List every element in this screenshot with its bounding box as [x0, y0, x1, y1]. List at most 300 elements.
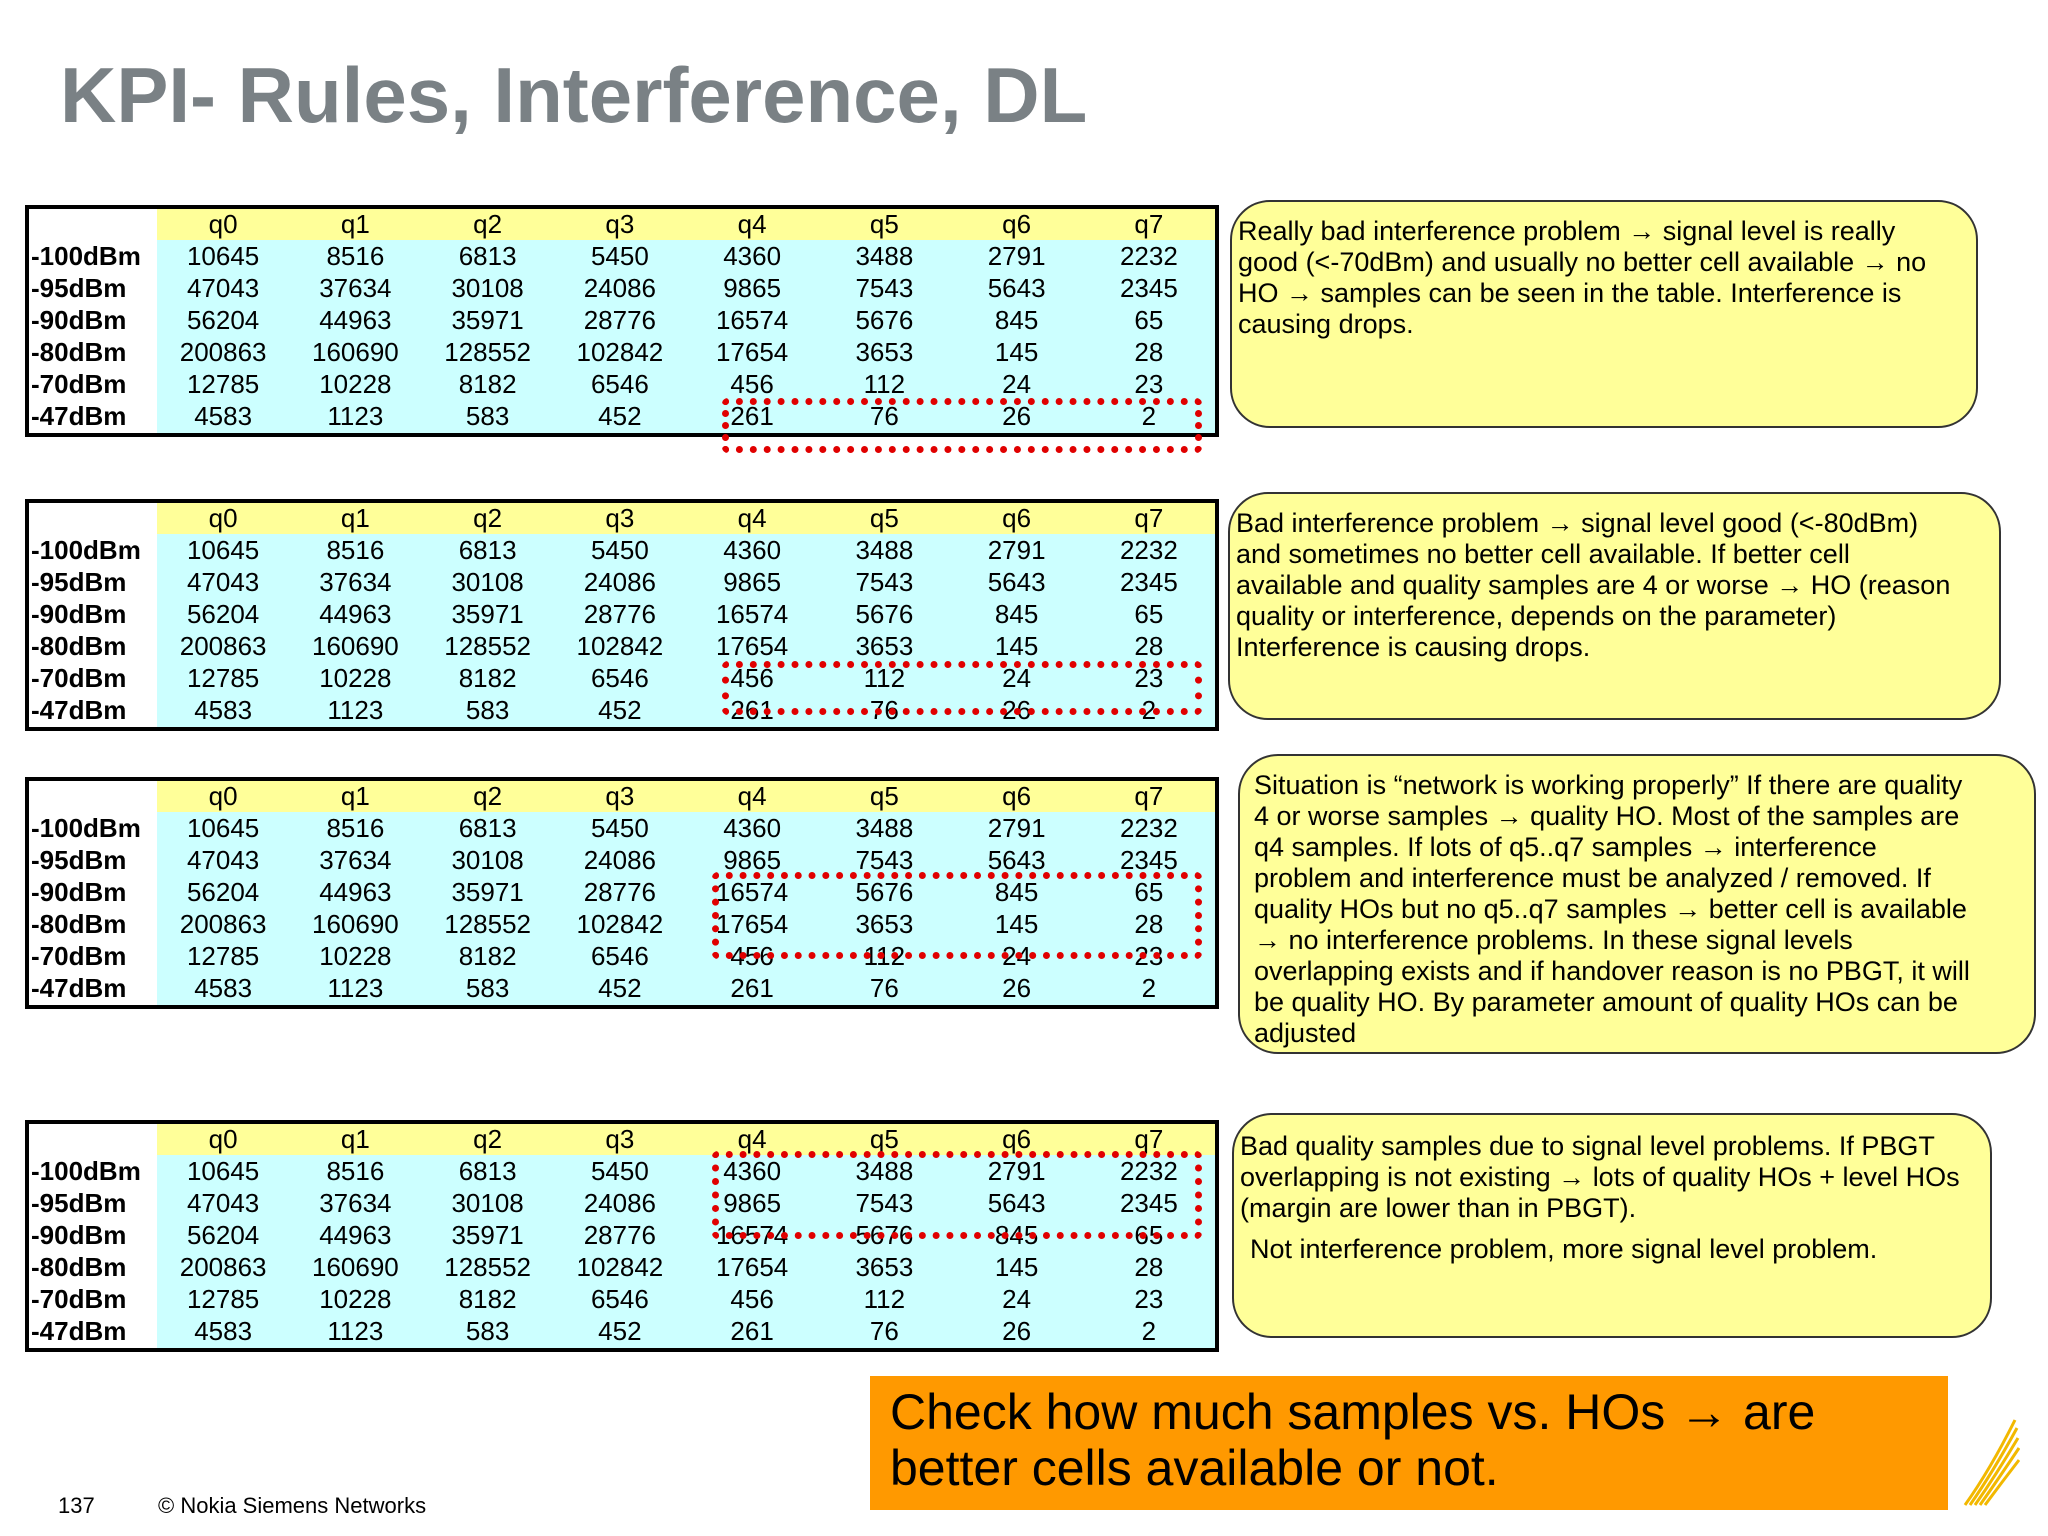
- table-cell: 128552: [422, 336, 554, 368]
- table-cell: 261: [686, 401, 818, 433]
- table-cell: 56204: [157, 1219, 289, 1251]
- summary-banner: [870, 1376, 1948, 1510]
- table-cell: 5450: [554, 1155, 686, 1187]
- callout-3-line: adjusted: [1254, 1018, 1357, 1048]
- table-cell: 8516: [289, 1155, 421, 1187]
- row-label: -95dBm: [29, 1187, 157, 1219]
- table-cell: 145: [951, 908, 1083, 940]
- table-row: [29, 630, 1215, 662]
- table-cell: 2: [1083, 401, 1215, 433]
- table-cell: 2345: [1083, 1187, 1215, 1219]
- table-cell: 17654: [686, 336, 818, 368]
- table-cell: 37634: [289, 272, 421, 304]
- table-cell: 583: [422, 1316, 554, 1348]
- table-cell: 2345: [1083, 566, 1215, 598]
- table-row: [29, 240, 1215, 272]
- table-cell: 24: [951, 1284, 1083, 1316]
- column-header: q6: [951, 503, 1083, 534]
- callout-4-extra: Not interference problem, more signal level problem.: [1250, 1234, 1878, 1264]
- table-cell: 65: [1083, 1219, 1215, 1251]
- table-cell: 28776: [554, 1219, 686, 1251]
- table-cell: 76: [818, 1316, 950, 1348]
- table-row: [29, 812, 1215, 844]
- table-cell: 200863: [157, 908, 289, 940]
- table-cell: 5676: [818, 598, 950, 630]
- table-cell: 65: [1083, 304, 1215, 336]
- table-cell: 56204: [157, 876, 289, 908]
- table-cell: 583: [422, 973, 554, 1005]
- table-cell: 10228: [289, 369, 421, 401]
- table-cell: 456: [686, 369, 818, 401]
- table-cell: 24086: [554, 1187, 686, 1219]
- table-cell: 28: [1083, 1251, 1215, 1283]
- table-cell: 16574: [686, 1219, 818, 1251]
- table-cell: 37634: [289, 566, 421, 598]
- highlight-box-1: [722, 398, 1202, 453]
- table-cell: 17654: [686, 1251, 818, 1283]
- corner-cell: [29, 503, 157, 534]
- column-header: q2: [422, 781, 554, 812]
- column-header: q3: [554, 209, 686, 240]
- table-cell: 261: [686, 695, 818, 727]
- table-cell: 10645: [157, 240, 289, 272]
- column-header: q7: [1083, 209, 1215, 240]
- table-cell: 456: [686, 1284, 818, 1316]
- table-cell: 128552: [422, 630, 554, 662]
- table-cell: 56204: [157, 304, 289, 336]
- table-row: [29, 1251, 1215, 1283]
- table-cell: 10645: [157, 534, 289, 566]
- table-row: [29, 598, 1215, 630]
- table-cell: 145: [951, 336, 1083, 368]
- callout-2-line: and sometimes no better cell available. If better cell: [1236, 539, 1850, 569]
- table-cell: 24086: [554, 272, 686, 304]
- table-cell: 261: [686, 1316, 818, 1348]
- callout-3-line: q4 samples. If lots of q5..q7 samples → interference: [1254, 832, 1877, 862]
- table-cell: 10228: [289, 1284, 421, 1316]
- row-label: -47dBm: [29, 401, 157, 433]
- callout-3-line: 4 or worse samples → quality HO. Most of the samples are: [1254, 801, 1960, 831]
- table-cell: 1123: [289, 973, 421, 1005]
- row-label: -70dBm: [29, 663, 157, 695]
- table-cell: 8516: [289, 534, 421, 566]
- table-cell: 12785: [157, 369, 289, 401]
- column-header: q5: [818, 209, 950, 240]
- table-cell: 30108: [422, 566, 554, 598]
- callout-1-line: good (<-70dBm) and usually no better cell available → no: [1238, 247, 1927, 277]
- table-cell: 2345: [1083, 272, 1215, 304]
- table-cell: 3488: [818, 812, 950, 844]
- table-cell: 24: [951, 941, 1083, 973]
- table-cell: 6813: [422, 534, 554, 566]
- column-header: q2: [422, 209, 554, 240]
- table-cell: 5450: [554, 812, 686, 844]
- table-cell: 5450: [554, 534, 686, 566]
- callout-3-line: quality HOs but no q5..q7 samples → better cell is available: [1254, 894, 1967, 924]
- table-cell: 145: [951, 1251, 1083, 1283]
- summary-line-1: Check how much samples vs. HOs → are: [890, 1384, 1816, 1440]
- table-cell: 2: [1083, 973, 1215, 1005]
- table-cell: 28776: [554, 876, 686, 908]
- swoosh-logo-graphic: [1960, 1410, 2020, 1510]
- highlight-box-3: [712, 872, 1202, 959]
- table-cell: 47043: [157, 272, 289, 304]
- table-cell: 17654: [686, 908, 818, 940]
- table-cell: 44963: [289, 304, 421, 336]
- callout-3: [1238, 754, 2036, 1054]
- table-cell: 28776: [554, 598, 686, 630]
- callout-3-line: be quality HO. By parameter amount of quality HOs can be: [1254, 987, 1958, 1017]
- row-label: -47dBm: [29, 695, 157, 727]
- table-cell: 112: [818, 1284, 950, 1316]
- callout-2-line: Interference is causing drops.: [1236, 632, 1591, 662]
- table-cell: 7543: [818, 566, 950, 598]
- highlight-box-2: [722, 661, 1202, 715]
- table-cell: 37634: [289, 1187, 421, 1219]
- table-cell: 2791: [951, 812, 1083, 844]
- row-label: -90dBm: [29, 598, 157, 630]
- row-label: -80dBm: [29, 908, 157, 940]
- table-cell: 44963: [289, 598, 421, 630]
- column-header: q0: [157, 209, 289, 240]
- column-header: q6: [951, 781, 1083, 812]
- table-row: [29, 1284, 1215, 1316]
- table-cell: 16574: [686, 876, 818, 908]
- column-header: q1: [289, 781, 421, 812]
- table-cell: 3488: [818, 1155, 950, 1187]
- table-cell: 4360: [686, 812, 818, 844]
- table-cell: 5643: [951, 844, 1083, 876]
- table-cell: 8516: [289, 240, 421, 272]
- table-cell: 37634: [289, 844, 421, 876]
- callout-3-line: → no interference problems. In these signal levels: [1254, 925, 1853, 955]
- table-cell: 5643: [951, 272, 1083, 304]
- table-cell: 102842: [554, 336, 686, 368]
- table-cell: 845: [951, 1219, 1083, 1251]
- table-cell: 112: [818, 941, 950, 973]
- table-cell: 4583: [157, 695, 289, 727]
- callout-1-line: HO → samples can be seen in the table. Interference is: [1238, 278, 1902, 308]
- column-header: q7: [1083, 503, 1215, 534]
- table-cell: 12785: [157, 1284, 289, 1316]
- table-cell: 35971: [422, 598, 554, 630]
- slide-title: KPI- Rules, Interference, DL: [60, 51, 1088, 139]
- table-cell: 145: [951, 630, 1083, 662]
- summary-line-2: better cells available or not.: [890, 1440, 1499, 1496]
- corner-cell: [29, 209, 157, 240]
- column-header: q5: [818, 1124, 950, 1155]
- table-cell: 102842: [554, 908, 686, 940]
- table-cell: 4583: [157, 401, 289, 433]
- column-header: q2: [422, 503, 554, 534]
- table-cell: 10228: [289, 941, 421, 973]
- table-cell: 28: [1083, 630, 1215, 662]
- column-header: q4: [686, 1124, 818, 1155]
- table-cell: 845: [951, 876, 1083, 908]
- table-cell: 2232: [1083, 240, 1215, 272]
- column-header: q6: [951, 1124, 1083, 1155]
- callout-1: [1230, 200, 1978, 428]
- table-cell: 452: [554, 973, 686, 1005]
- table-cell: 7543: [818, 1187, 950, 1219]
- table-cell: 8516: [289, 812, 421, 844]
- table-cell: 9865: [686, 566, 818, 598]
- column-header: q4: [686, 503, 818, 534]
- table-cell: 452: [554, 401, 686, 433]
- table-cell: 261: [686, 973, 818, 1005]
- row-label: -95dBm: [29, 272, 157, 304]
- callout-2-line: quality or interference, depends on the parameter): [1236, 601, 1837, 631]
- table-cell: 6546: [554, 1284, 686, 1316]
- table-cell: 200863: [157, 630, 289, 662]
- row-label: -95dBm: [29, 566, 157, 598]
- table-cell: 2791: [951, 1155, 1083, 1187]
- table-cell: 26: [951, 695, 1083, 727]
- table-cell: 24: [951, 663, 1083, 695]
- column-header: q1: [289, 209, 421, 240]
- table-cell: 2232: [1083, 534, 1215, 566]
- table-row: [29, 304, 1215, 336]
- table-cell: 2345: [1083, 844, 1215, 876]
- table-cell: 2232: [1083, 1155, 1215, 1187]
- callout-2-line: available and quality samples are 4 or worse → HO (reason: [1236, 570, 1951, 600]
- table-cell: 28: [1083, 908, 1215, 940]
- table-cell: 44963: [289, 1219, 421, 1251]
- table-cell: 9865: [686, 1187, 818, 1219]
- row-label: -95dBm: [29, 844, 157, 876]
- table-cell: 10645: [157, 812, 289, 844]
- table-row: [29, 336, 1215, 368]
- row-label: -90dBm: [29, 876, 157, 908]
- table-cell: 26: [951, 973, 1083, 1005]
- table-cell: 24: [951, 369, 1083, 401]
- table-cell: 16574: [686, 598, 818, 630]
- column-header: q7: [1083, 781, 1215, 812]
- table-cell: 8182: [422, 1284, 554, 1316]
- table-cell: 28: [1083, 336, 1215, 368]
- row-label: -100dBm: [29, 240, 157, 272]
- column-header: q3: [554, 1124, 686, 1155]
- table-cell: 1123: [289, 1316, 421, 1348]
- row-label: -80dBm: [29, 630, 157, 662]
- table-cell: 2: [1083, 695, 1215, 727]
- table-cell: 4583: [157, 1316, 289, 1348]
- table-cell: 30108: [422, 1187, 554, 1219]
- table-row: [29, 534, 1215, 566]
- row-label: -47dBm: [29, 973, 157, 1005]
- table-cell: 1123: [289, 401, 421, 433]
- table-cell: 2791: [951, 534, 1083, 566]
- table-cell: 8182: [422, 941, 554, 973]
- callout-2: [1228, 492, 2001, 720]
- callout-3-line: Situation is “network is working properly” If there are quality: [1254, 770, 1963, 800]
- table-cell: 102842: [554, 630, 686, 662]
- table-cell: 5450: [554, 240, 686, 272]
- column-header: q5: [818, 781, 950, 812]
- table-cell: 6546: [554, 663, 686, 695]
- table-row: [29, 973, 1215, 1005]
- callout-1-line: causing drops.: [1238, 309, 1414, 339]
- table-cell: 35971: [422, 876, 554, 908]
- table-cell: 5676: [818, 304, 950, 336]
- column-header: q0: [157, 503, 289, 534]
- table-cell: 26: [951, 401, 1083, 433]
- row-label: -70dBm: [29, 941, 157, 973]
- row-label: -100dBm: [29, 812, 157, 844]
- table-cell: 35971: [422, 1219, 554, 1251]
- column-header: q1: [289, 1124, 421, 1155]
- corner-cell: [29, 1124, 157, 1155]
- table-cell: 200863: [157, 1251, 289, 1283]
- column-header: q4: [686, 781, 818, 812]
- column-header: q2: [422, 1124, 554, 1155]
- table-cell: 4360: [686, 534, 818, 566]
- column-header: q3: [554, 503, 686, 534]
- table-cell: 24086: [554, 566, 686, 598]
- callout-1-line: Really bad interference problem → signal level is really: [1238, 216, 1896, 246]
- table-cell: 30108: [422, 272, 554, 304]
- table-cell: 47043: [157, 566, 289, 598]
- column-header: q4: [686, 209, 818, 240]
- callout-3-line: overlapping exists and if handover reason is no PBGT, it will: [1254, 956, 1970, 986]
- table-cell: 44963: [289, 876, 421, 908]
- table-cell: 5643: [951, 1187, 1083, 1219]
- table-cell: 3653: [818, 336, 950, 368]
- column-header: q5: [818, 503, 950, 534]
- table-cell: 8182: [422, 369, 554, 401]
- table-cell: 4583: [157, 973, 289, 1005]
- row-label: -70dBm: [29, 1284, 157, 1316]
- table-cell: 47043: [157, 844, 289, 876]
- row-label: -70dBm: [29, 369, 157, 401]
- callout-4-line: overlapping is not existing → lots of quality HOs + level HOs: [1240, 1162, 1960, 1192]
- table-cell: 17654: [686, 630, 818, 662]
- table-cell: 6813: [422, 812, 554, 844]
- table-cell: 2232: [1083, 812, 1215, 844]
- table-cell: 1123: [289, 695, 421, 727]
- table-cell: 16574: [686, 304, 818, 336]
- table-cell: 8182: [422, 663, 554, 695]
- table-cell: 112: [818, 369, 950, 401]
- table-cell: 6813: [422, 1155, 554, 1187]
- table-cell: 4360: [686, 1155, 818, 1187]
- table-cell: 7543: [818, 272, 950, 304]
- table-cell: 160690: [289, 336, 421, 368]
- highlight-box-4: [712, 1151, 1202, 1239]
- table-cell: 112: [818, 663, 950, 695]
- table-cell: 3488: [818, 240, 950, 272]
- row-label: -80dBm: [29, 336, 157, 368]
- table-cell: 128552: [422, 908, 554, 940]
- table-cell: 10645: [157, 1155, 289, 1187]
- table-cell: 6546: [554, 941, 686, 973]
- table-cell: 23: [1083, 369, 1215, 401]
- table-cell: 6813: [422, 240, 554, 272]
- callout-4-line: (margin are lower than in PBGT).: [1240, 1193, 1637, 1223]
- table-cell: 3653: [818, 1251, 950, 1283]
- corner-cell: [29, 781, 157, 812]
- callout-4: [1232, 1113, 1992, 1338]
- callout-3-line: problem and interference must be analyzed / removed. If: [1254, 863, 1931, 893]
- table-cell: 160690: [289, 908, 421, 940]
- table-cell: 4360: [686, 240, 818, 272]
- table-cell: 128552: [422, 1251, 554, 1283]
- table-cell: 23: [1083, 1284, 1215, 1316]
- table-cell: 2791: [951, 240, 1083, 272]
- table-cell: 456: [686, 941, 818, 973]
- table-cell: 9865: [686, 844, 818, 876]
- column-header: q0: [157, 781, 289, 812]
- copyright: © Nokia Siemens Networks: [158, 1493, 427, 1518]
- table-cell: 160690: [289, 630, 421, 662]
- table-cell: 5676: [818, 876, 950, 908]
- column-header: q6: [951, 209, 1083, 240]
- table-cell: 76: [818, 973, 950, 1005]
- table-cell: 200863: [157, 336, 289, 368]
- page-number: 137: [58, 1493, 95, 1518]
- table-cell: 2: [1083, 1316, 1215, 1348]
- table-cell: 26: [951, 1316, 1083, 1348]
- table-row: [29, 566, 1215, 598]
- table-cell: 9865: [686, 272, 818, 304]
- table-cell: 845: [951, 304, 1083, 336]
- table-cell: 452: [554, 1316, 686, 1348]
- row-label: -100dBm: [29, 534, 157, 566]
- table-cell: 76: [818, 695, 950, 727]
- column-header: q3: [554, 781, 686, 812]
- table-row: [29, 1316, 1215, 1348]
- table-cell: 456: [686, 663, 818, 695]
- table-cell: 10228: [289, 663, 421, 695]
- table-cell: 5643: [951, 566, 1083, 598]
- table-cell: 102842: [554, 1251, 686, 1283]
- table-cell: 65: [1083, 598, 1215, 630]
- table-cell: 76: [818, 401, 950, 433]
- table-cell: 23: [1083, 663, 1215, 695]
- table-cell: 24086: [554, 844, 686, 876]
- table-cell: 30108: [422, 844, 554, 876]
- table-cell: 3488: [818, 534, 950, 566]
- row-label: -47dBm: [29, 1316, 157, 1348]
- row-label: -90dBm: [29, 304, 157, 336]
- table-cell: 23: [1083, 941, 1215, 973]
- row-label: -90dBm: [29, 1219, 157, 1251]
- table-cell: 5676: [818, 1219, 950, 1251]
- table-cell: 12785: [157, 941, 289, 973]
- table-cell: 3653: [818, 630, 950, 662]
- table-cell: 56204: [157, 598, 289, 630]
- table-cell: 47043: [157, 1187, 289, 1219]
- callout-2-line: Bad interference problem → signal level good (<-80dBm): [1236, 508, 1919, 538]
- column-header: q0: [157, 1124, 289, 1155]
- callout-4-line: Bad quality samples due to signal level problems. If PBGT: [1240, 1131, 1935, 1161]
- table-cell: 3653: [818, 908, 950, 940]
- table-cell: 6546: [554, 369, 686, 401]
- table-cell: 583: [422, 695, 554, 727]
- table-cell: 12785: [157, 663, 289, 695]
- table-cell: 35971: [422, 304, 554, 336]
- row-label: -80dBm: [29, 1251, 157, 1283]
- table-cell: 7543: [818, 844, 950, 876]
- column-header: q7: [1083, 1124, 1215, 1155]
- table-cell: 583: [422, 401, 554, 433]
- table-cell: 845: [951, 598, 1083, 630]
- table-cell: 28776: [554, 304, 686, 336]
- table-cell: 65: [1083, 876, 1215, 908]
- column-header: q1: [289, 503, 421, 534]
- row-label: -100dBm: [29, 1155, 157, 1187]
- table-cell: 160690: [289, 1251, 421, 1283]
